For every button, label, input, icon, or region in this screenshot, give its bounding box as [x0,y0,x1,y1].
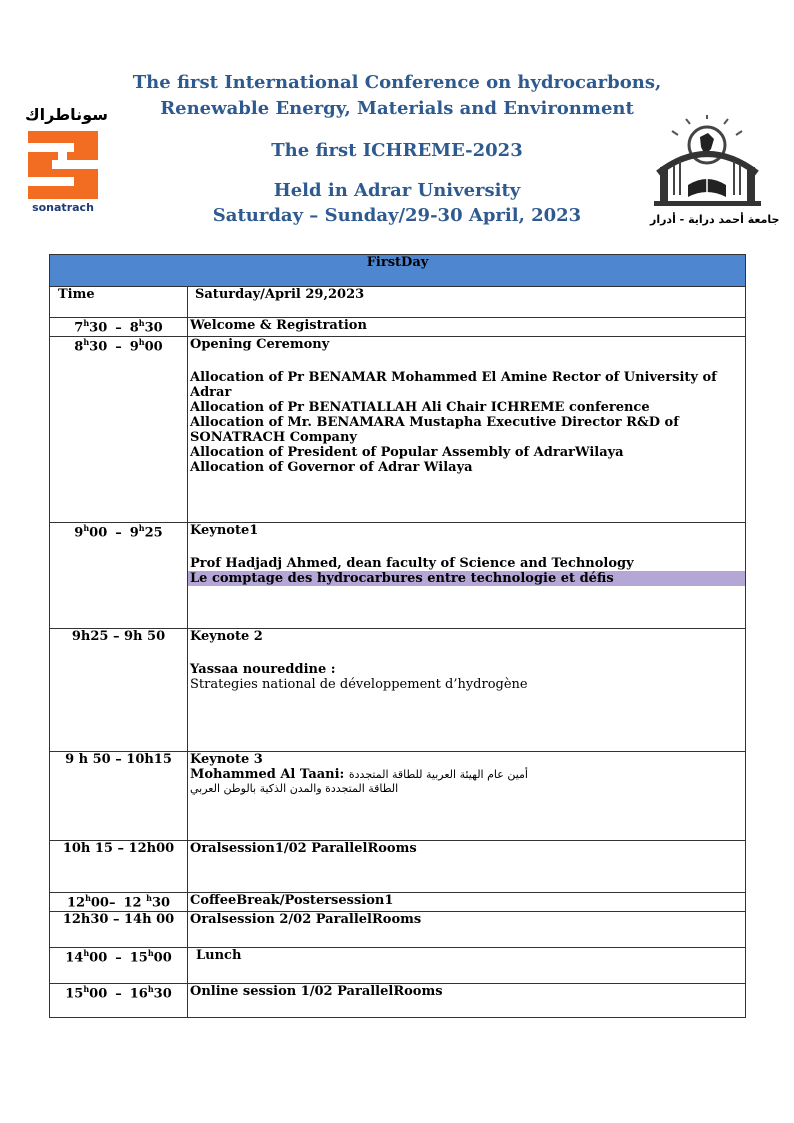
conference-dates: Saturday – Sunday/29-30 April, 2023 [212,205,582,226]
allocation-sonatrach: Allocation of Mr. BENAMARA Mustapha Executive Director R&D of SONATRACH Company [190,415,679,445]
table-row [50,893,746,912]
table-row [50,337,746,523]
conference-venue: Held in Adrar University [273,180,521,201]
table-row [50,912,746,948]
session-title: Lunch [196,948,242,963]
session-cell [188,984,746,1018]
time-column-header: Time [50,287,188,318]
allocation-chair: Allocation of Pr BENATIALLAH Ali Chair ICHREME conference [190,400,650,415]
session-cell [188,912,746,948]
time-slot: 10h 15 – 12h00 [50,841,188,893]
conference-title-line1: The first International Conference on hydrocarbons, [132,72,662,93]
session-title: CoffeeBreak/Postersession1 [190,893,394,908]
table-row [50,523,746,629]
session-cell [188,893,746,912]
keynote-speaker: Prof Hadjadj Ahmed, dean faculty of Science and Technology [190,556,634,571]
time-slot: 14$^h$00 – 15$^h$00 [50,948,188,984]
session-title: Welcome & Registration [190,318,367,333]
time-slot: 9$^h$00 – 9$^h$25 [50,523,188,629]
keynote-talk-title: Le comptage des hydrocarbures entre technologie et défis [188,571,745,586]
date-column-header: Saturday/April 29,2023 [188,287,746,318]
table-row [50,984,746,1018]
time-slot: 9h25 – 9h 50 [50,629,188,752]
session-cell [188,523,746,629]
sonatrach-emblem-icon [28,131,98,199]
schedule-table [49,254,746,1018]
table-row [50,841,746,893]
session-title: Keynote 3 [190,752,263,767]
allocation-governor: Allocation of Governor of Adrar Wilaya [190,460,473,475]
session-cell [188,629,746,752]
header-row [50,287,746,318]
university-logo [650,115,780,227]
session-cell [188,318,746,337]
day-title-row [50,255,746,287]
time-slot: 12h30 – 14h 00 [50,912,188,948]
conference-title-line2: Renewable Energy, Materials and Environment [160,98,634,119]
session-cell [188,948,746,984]
session-title: Keynote1 [190,523,259,538]
time-slot: 7$^h$30 – 8$^h$30 [50,318,188,337]
session-title: Online session 1/02 ParallelRooms [190,984,443,999]
day-title: FirstDay [50,255,746,287]
table-row [50,752,746,841]
sonatrach-arabic-name: سوناطراك [25,105,108,124]
keynote-talk-title: Strategies national de développement d’hydrogène [190,677,528,692]
allocation-president: Allocation of President of Popular Assembly of AdrarWilaya [190,445,624,460]
table-row [50,629,746,752]
keynote-speaker-role: أمين عام الهيئة العربية للطاقة المتجددة [348,768,528,781]
keynote-speaker: Mohammed Al Taani: أمين عام الهيئة العربية للطاقة المتجددة [190,767,528,782]
university-emblem-icon [650,115,765,211]
sonatrach-brand: sonatrach [32,201,94,214]
session-cell [188,752,746,841]
university-arabic-name: جامعة أحمد دراية - أدرار [650,213,780,226]
session-cell [188,337,746,523]
time-slot: 9 h 50 – 10h15 [50,752,188,841]
allocation-rector: Allocation of Pr BENAMAR Mohammed El Amine Rector of University of Adrar [190,370,717,400]
session-cell [188,841,746,893]
table-row [50,318,746,337]
conference-acronym: The first ICHREME-2023 [271,140,523,161]
keynote-talk-title: الطاقة المتجددة والمدن الذكية بالوطن العربي [190,782,399,795]
keynote-speaker: Yassaa noureddine : [190,662,336,677]
session-title: Keynote 2 [190,629,263,644]
table-row [50,948,746,984]
time-slot: 8$^h$30 – 9$^h$00 [50,337,188,523]
time-slot: 12$^h$00– 12 $^h$30 [50,893,188,912]
time-slot: 15$^h$00 – 16$^h$30 [50,984,188,1018]
sonatrach-logo [25,105,108,217]
session-title: Oralsession 2/02 ParallelRooms [190,912,422,927]
session-title: Opening Ceremony [190,337,330,352]
session-title: Oralsession1/02 ParallelRooms [190,841,417,856]
